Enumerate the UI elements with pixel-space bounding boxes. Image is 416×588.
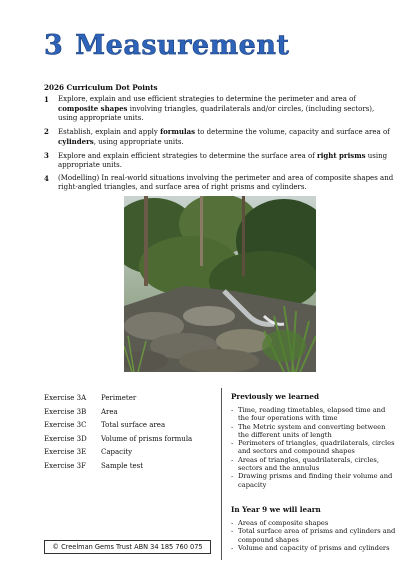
dash-marker: - [231,472,234,481]
dash-marker: - [231,543,234,552]
chapter-name: Measurement [75,30,290,61]
dot-point-segment: to determine the volume, capacity and surface area of [195,128,390,136]
list-item-text: Areas of composite shapes [238,519,329,527]
dash-marker: - [231,439,234,448]
dot-point-segment: Explore, explain and use efficient strategies to determine the perimeter and area of [58,95,356,103]
list-item [231,456,396,473]
list-item-text: The Metric system and converting between the different units of length [238,422,386,439]
dot-point [44,174,394,192]
copyright-notice: © Creelman Gems Trust ABN 34 185 760 075 [44,540,211,554]
list-item-text: Volume and capacity of prisms and cylinders [238,543,390,552]
dot-point-number: 2 [44,127,49,136]
dot-point-text [58,95,394,123]
list-item-text: Time, reading timetables, elapsed time and the four operations with time [238,406,386,423]
chapter-number: 3 [44,30,64,61]
exercise-item [44,446,212,460]
dot-point [44,151,394,170]
dot-point-number: 4 [44,174,49,183]
list-item [231,472,396,489]
list-item [231,527,396,544]
year9-heading: In Year 9 we will learn [231,505,321,514]
key-term: right prisms [317,151,366,160]
column-divider [221,388,222,560]
curriculum-heading: 2026 Curriculum Dot Points [44,83,158,92]
exercise-item [44,392,212,406]
exercise-code: Exercise 3D [44,434,87,443]
chapter-title [44,30,289,61]
list-item [231,423,396,440]
list-item [231,544,396,552]
previously-list [231,406,396,489]
creek-photo-illustration [124,196,316,372]
dot-point-text [58,127,394,147]
dot-point-segment: (Modelling) In real-world situations involving the perimeter and area of composite shapes and right-angled triangles, and surface area of right prisms and cylinders. [58,174,394,191]
key-term: composite shapes [58,104,128,113]
exercise-name: Area [101,407,118,416]
list-item [231,519,396,527]
dot-point-segment: involving triangles, quadrilaterals and/or circles, (including sectors), using appropriate units. [58,105,375,122]
list-item-text: Drawing prisms and finding their volume and capacity [238,472,393,489]
exercise-code: Exercise 3C [44,421,87,429]
exercise-name: Capacity [101,448,133,456]
list-item-text: Perimeters of triangles, quadrilaterals, circles and sectors and compound shapes [238,439,395,456]
exercise-code: Exercise 3A [44,394,87,402]
exercise-item [44,419,212,433]
dash-marker: - [231,527,234,536]
year9-section [231,505,396,552]
dot-point-text [58,151,394,170]
exercise-item [44,433,212,447]
exercise-item [44,406,212,420]
list-item-text: Total surface area of prisms and cylinders and compound shapes [238,527,396,544]
exercise-list [44,392,212,473]
dot-point-text [58,174,394,192]
key-term: formulas [160,127,196,136]
exercise-code: Exercise 3B [44,407,87,416]
dot-point-number: 1 [44,95,49,104]
exercise-name: Volume of prisms formula [101,434,193,443]
exercise-name: Total surface area [101,421,166,429]
list-item-text: Areas of triangles, quadrilaterals, circles, sectors and the annulus [238,455,379,473]
exercise-code: Exercise 3E [44,448,87,456]
dash-marker: - [231,519,234,527]
curriculum-dot-points [44,95,394,196]
dot-point-segment: , using appropriate units. [93,138,184,146]
exercise-name: Sample test [101,461,144,470]
exercise-code: Exercise 3F [44,461,86,470]
creek-photo [124,196,316,372]
year9-list [231,519,396,552]
dot-point-segment: using appropriate units. [58,152,388,169]
exercise-name: Perimeter [101,394,137,402]
dash-marker: - [231,406,234,414]
previously-learned-section [231,392,396,489]
key-term: cylinders [58,137,94,146]
dot-point-number: 3 [44,151,49,160]
exercise-item [44,460,212,474]
dot-point [44,95,394,123]
dot-point [44,127,394,147]
previously-heading: Previously we learned [231,392,319,401]
dash-marker: - [231,455,234,464]
dot-point-segment: Explore and explain efficient strategies to determine the surface area of [58,152,318,160]
list-item [231,439,396,456]
list-item [231,406,396,423]
dash-marker: - [231,422,234,431]
dot-point-segment: Establish, explain and apply [58,128,161,136]
